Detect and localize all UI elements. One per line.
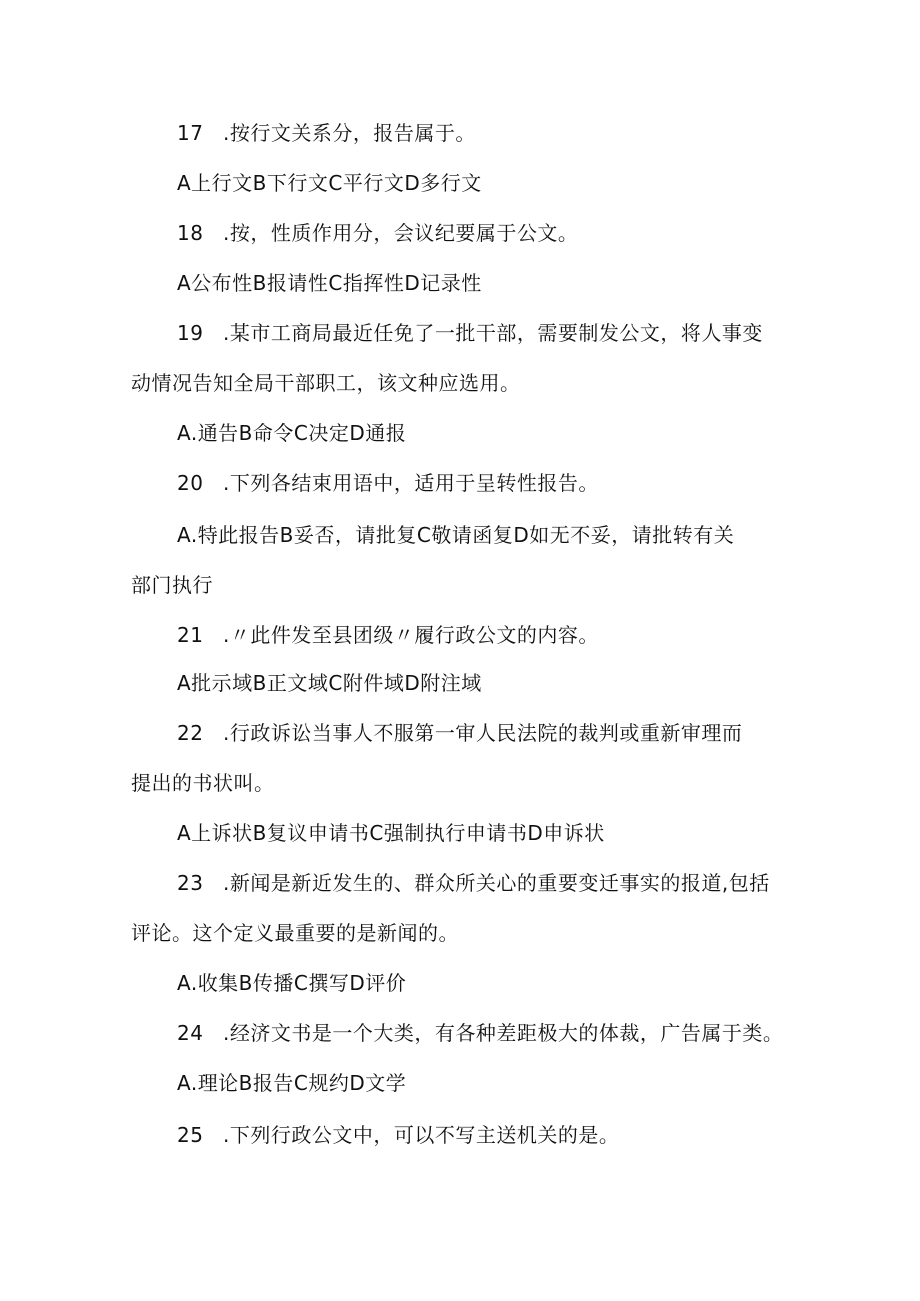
question-number: 18 (177, 221, 204, 245)
question-number: 23 (177, 871, 204, 895)
question-18-options: A公布性B报请性C指挥性D记录性 (177, 271, 482, 295)
question-22-stem-continued: 提出的书状叫。 (131, 771, 275, 795)
question-20-options-continued: 部门执行 (131, 573, 213, 597)
question-25-stem (177, 1120, 619, 1150)
question-22-stem (177, 718, 742, 748)
question-text: .某市工商局最近任免了一批干部，需要制发公文，将人事变 (223, 321, 763, 345)
question-23-options: A.收集B传播C撰写D评价 (177, 971, 407, 995)
question-number: 25 (177, 1123, 204, 1147)
question-21-stem (177, 620, 599, 650)
question-number: 20 (177, 471, 204, 495)
question-17-stem (177, 118, 476, 148)
question-24-stem (177, 1018, 783, 1048)
question-text: .〃此件发至县团级〃履行政公文的内容。 (223, 623, 599, 647)
question-18-stem (177, 218, 578, 248)
question-24-options: A.理论B报告C规约D文学 (177, 1071, 407, 1095)
question-number: 24 (177, 1021, 204, 1045)
question-text: .下列各结束用语中，适用于呈转性报告。 (223, 471, 599, 495)
question-number: 21 (177, 623, 204, 647)
question-23-stem-continued: 评论。这个定义最重要的是新闻的。 (131, 921, 459, 945)
question-text: .行政诉讼当事人不服第一审人民法院的裁判或重新审理而 (223, 721, 743, 745)
question-text: .按行文关系分，报告属于。 (223, 121, 476, 145)
question-23-stem (177, 868, 770, 898)
question-17-options: A上行文B下行文C平行文D多行文 (177, 171, 482, 195)
question-number: 19 (177, 321, 204, 345)
question-19-options: A.通告B命令C决定D通报 (177, 421, 407, 445)
question-number: 17 (177, 121, 204, 145)
question-20-stem (177, 468, 599, 498)
question-number: 22 (177, 721, 204, 745)
question-text: .按，性质作用分，会议纪要属于公文。 (223, 221, 579, 245)
question-21-options: A批示域B正文域C附件域D附注域 (177, 671, 482, 695)
question-text: .下列行政公文中，可以不写主送机关的是。 (223, 1123, 620, 1147)
question-text: .新闻是新近发生的、群众所关心的重要变迁事实的报道,包括 (223, 871, 770, 895)
question-22-options: A上诉状B复议申请书C强制执行申请书D申诉状 (177, 821, 605, 845)
question-19-stem (177, 318, 763, 348)
question-text: .经济文书是一个大类，有各种差距极大的体裁，广告属于类。 (223, 1021, 784, 1045)
question-20-options: A.特此报告B妥否，请批复C敬请函复D如无不妥，请批转有关 (177, 523, 735, 547)
question-19-stem-continued: 动情况告知全局干部职工，该文种应选用。 (131, 371, 521, 395)
